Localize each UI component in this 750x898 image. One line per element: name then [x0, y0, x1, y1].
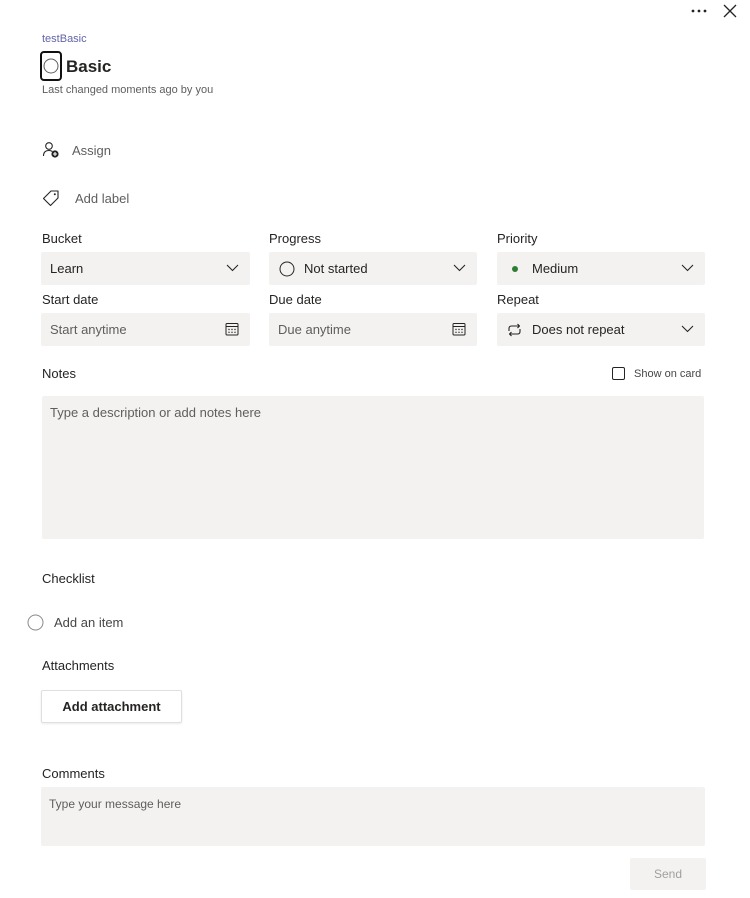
comment-placeholder: Type your message here: [49, 797, 182, 811]
start-date-label: Start date: [42, 292, 99, 307]
checklist-label: Checklist: [42, 571, 95, 586]
send-label: Send: [653, 867, 683, 881]
notes-textarea[interactable]: [42, 396, 704, 539]
assign-button[interactable]: [41, 139, 161, 161]
add-item-text: Add an item: [54, 614, 124, 630]
bucket-value: Learn: [50, 261, 84, 276]
comment-input[interactable]: [41, 787, 705, 846]
due-date-label: Due date: [269, 292, 322, 307]
circle-icon: [27, 614, 44, 631]
not-started-icon: [279, 261, 295, 277]
circle-icon: [43, 58, 59, 74]
attachments-label: Attachments: [42, 658, 115, 673]
calendar-icon: [452, 322, 466, 336]
progress-label: Progress: [269, 231, 322, 246]
last-changed-text: Last changed moments ago by you: [42, 84, 214, 96]
chevron-down-icon: [453, 263, 466, 272]
chevron-down-icon: [681, 324, 694, 333]
due-date-picker[interactable]: [269, 313, 477, 346]
bucket-dropdown[interactable]: [41, 252, 250, 285]
notes-placeholder: Type a description or add notes here: [50, 405, 262, 420]
repeat-value: Does not repeat: [532, 322, 625, 337]
show-on-card-checkbox[interactable]: [612, 367, 625, 380]
repeat-icon: [506, 323, 523, 337]
add-checklist-item[interactable]: [27, 612, 187, 632]
notes-label: Notes: [42, 366, 76, 381]
repeat-dropdown[interactable]: [497, 313, 705, 346]
close-button[interactable]: [720, 2, 740, 20]
show-on-card-toggle[interactable]: [612, 367, 701, 380]
repeat-label: Repeat: [497, 292, 539, 307]
person-add-icon: [41, 140, 61, 160]
chevron-down-icon: [226, 263, 239, 272]
send-button[interactable]: [630, 858, 706, 890]
chevron-down-icon: [681, 263, 694, 272]
complete-task-checkbox[interactable]: [40, 51, 62, 81]
tag-icon: [41, 188, 61, 208]
priority-label: Priority: [497, 231, 538, 246]
calendar-icon: [225, 322, 239, 336]
add-attachment-label: Add attachment: [62, 699, 161, 714]
show-on-card-label: Show on card: [634, 367, 702, 380]
progress-dropdown[interactable]: [269, 252, 477, 285]
comments-label: Comments: [42, 766, 105, 781]
due-date-placeholder: Due anytime: [278, 322, 351, 337]
close-icon: [723, 4, 737, 18]
start-date-placeholder: Start anytime: [50, 322, 127, 337]
task-title[interactable]: Basic: [66, 57, 112, 76]
priority-dropdown[interactable]: [497, 252, 705, 285]
plan-name[interactable]: testBasic: [42, 33, 87, 45]
progress-value: Not started: [304, 261, 368, 276]
add-attachment-button[interactable]: [41, 690, 182, 723]
add-label-button[interactable]: [41, 187, 171, 209]
ellipsis-icon: [691, 8, 707, 14]
assign-label: Assign: [72, 142, 112, 158]
bucket-label: Bucket: [42, 231, 82, 246]
priority-value: Medium: [532, 261, 579, 276]
start-date-picker[interactable]: [41, 313, 250, 346]
more-options-button[interactable]: [688, 2, 710, 20]
add-label-text: Add label: [75, 190, 130, 206]
priority-dot-icon: [511, 265, 519, 273]
